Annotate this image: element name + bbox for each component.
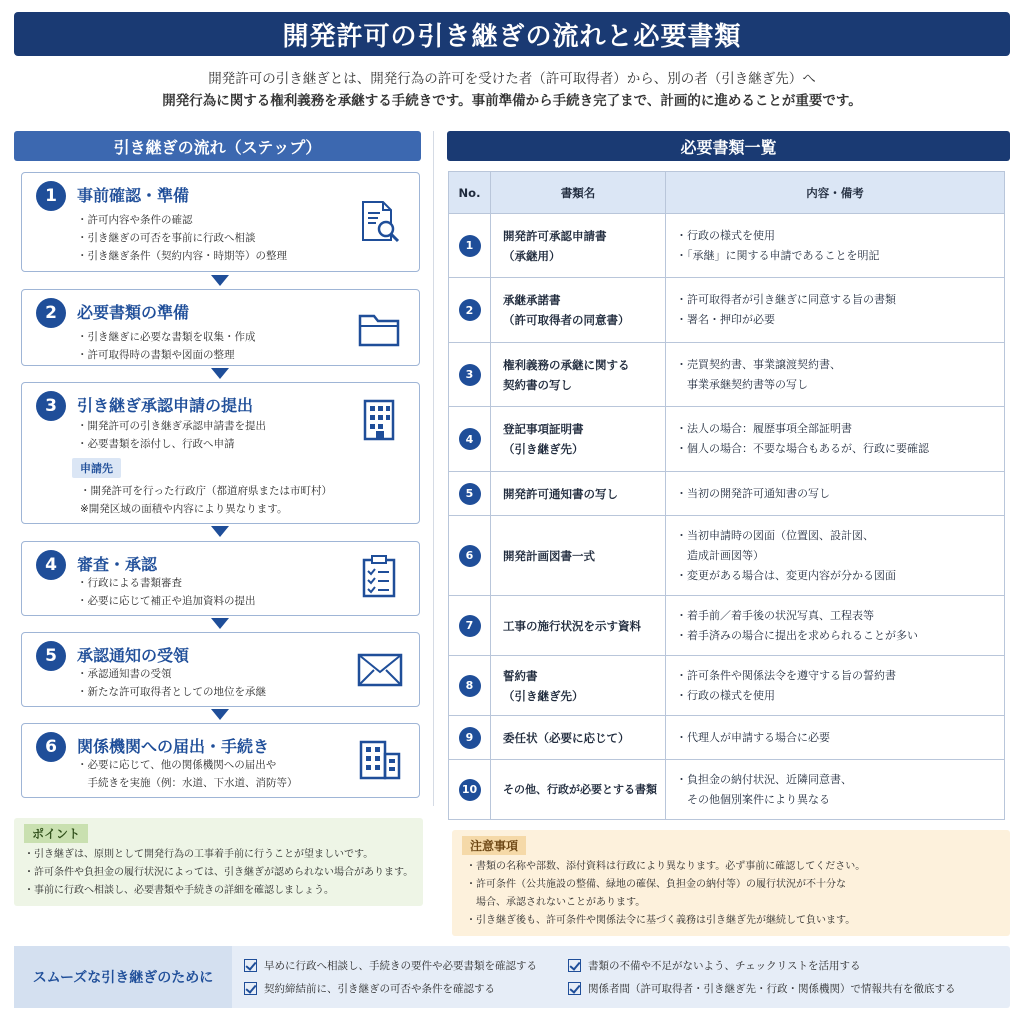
caution-line: ・許可条件（公共施設の整備、緑地の確保、負担金の納付等）の履行状況が不十分な bbox=[466, 879, 846, 890]
envelope-icon bbox=[357, 647, 403, 693]
step-2 bbox=[21, 289, 420, 366]
step-3 bbox=[21, 382, 420, 524]
step-number: 3 bbox=[36, 391, 66, 421]
step-title: 関係機関への届出・手続き bbox=[77, 737, 270, 756]
point-line: ・事前に行政へ相談し、必要書類や手続きの詳細を確認しましょう。 bbox=[24, 885, 334, 896]
document-name: 開発許可承認申請書 （承継用） bbox=[491, 214, 666, 278]
checklist-text: 関係者間（許可取得者・引き継ぎ先・行政・関係機関）で情報共有を徹底する bbox=[588, 983, 956, 995]
document-note: ・負担金の納付状況、近隣同意書、 その他個別案件により異なる bbox=[666, 760, 1005, 820]
checklist-item bbox=[568, 981, 956, 996]
row-number: 1 bbox=[459, 235, 481, 257]
document-name: その他、行政が必要とする書類 bbox=[491, 760, 666, 820]
table-row bbox=[449, 472, 1005, 516]
document-name: 開発許可通知書の写し bbox=[491, 472, 666, 516]
table-row bbox=[449, 214, 1005, 278]
step-details bbox=[77, 417, 266, 453]
document-name: 承継承諾書 （許可取得者の同意書） bbox=[491, 278, 666, 343]
document-note: ・法人の場合：履歴事項全部証明書 ・個人の場合：不要な場合もあるが、行政に要確認 bbox=[666, 407, 1005, 472]
table-row bbox=[449, 278, 1005, 343]
step-number: 5 bbox=[36, 641, 66, 671]
column-header-name: 書類名 bbox=[491, 172, 666, 214]
checkbox-icon bbox=[244, 982, 257, 995]
step-4 bbox=[21, 541, 420, 616]
caution-label: 注意事項 bbox=[462, 836, 526, 855]
step-6 bbox=[21, 723, 420, 798]
step-line: ・必要に応じて補正や追加資料の提出 bbox=[77, 595, 256, 607]
row-number: 5 bbox=[459, 483, 481, 505]
document-note: ・行政の様式を使用 ・「承継」に関する申請であることを明記 bbox=[666, 214, 1005, 278]
table-row bbox=[449, 407, 1005, 472]
table-row bbox=[449, 656, 1005, 716]
submission-line: ※開発区域の面積や内容により異なります。 bbox=[80, 503, 288, 515]
step-line: ・開発許可の引き継ぎ承認申請書を提出 bbox=[77, 420, 266, 432]
submission-line: ・開発許可を行った行政庁（都道府県または市町村） bbox=[80, 485, 332, 497]
document-note: ・許可条件や関係法令を遵守する旨の誓約書 ・行政の様式を使用 bbox=[666, 656, 1005, 716]
step-5 bbox=[21, 632, 420, 707]
row-number: 8 bbox=[459, 675, 481, 697]
step-line: ・新たな許可取得者としての地位を承継 bbox=[77, 686, 266, 698]
document-search-icon bbox=[357, 199, 403, 245]
document-note: ・売買契約書、事業譲渡契約書、 事業承継契約書等の写し bbox=[666, 343, 1005, 407]
caution-line: 場合、承認されないことがあります。 bbox=[466, 897, 646, 908]
office-building-icon bbox=[357, 736, 403, 782]
documents-table bbox=[448, 171, 1005, 820]
step-number: 2 bbox=[36, 298, 66, 328]
column-header-note: 内容・備考 bbox=[666, 172, 1005, 214]
checklist-item bbox=[568, 958, 860, 973]
document-name: 開発計画図書一式 bbox=[491, 516, 666, 596]
step-details bbox=[77, 665, 266, 701]
row-number: 4 bbox=[459, 428, 481, 450]
checklist-text: 書類の不備や不足がないよう、チェックリストを活用する bbox=[588, 960, 861, 972]
document-note: ・着手前／着手後の状況写真、工程表等 ・着手済みの場合に提出を求められることが多い bbox=[666, 596, 1005, 656]
step-line: ・必要に応じて、他の関係機関への届出や bbox=[77, 759, 277, 771]
step-line: 手続きを実施（例：水道、下水道、消防等） bbox=[77, 777, 298, 789]
step-number: 6 bbox=[36, 732, 66, 762]
flow-arrow bbox=[211, 709, 229, 720]
row-number: 7 bbox=[459, 615, 481, 637]
document-name: 委任状（必要に応じて） bbox=[491, 716, 666, 760]
step-1 bbox=[21, 172, 420, 272]
document-name: 権利義務の承継に関する 契約書の写し bbox=[491, 343, 666, 407]
caution-details bbox=[466, 858, 865, 930]
building-icon bbox=[357, 397, 403, 443]
column-divider bbox=[433, 131, 434, 806]
submission-label: 申請先 bbox=[72, 458, 121, 478]
table-row bbox=[449, 343, 1005, 407]
intro-text bbox=[14, 68, 1010, 112]
step-title: 審査・承認 bbox=[77, 555, 158, 574]
flow-arrow bbox=[211, 526, 229, 537]
table-row bbox=[449, 760, 1005, 820]
step-number: 1 bbox=[36, 181, 66, 211]
step-details bbox=[77, 756, 298, 792]
document-name: 誓約書 （引き継ぎ先） bbox=[491, 656, 666, 716]
caution-box bbox=[452, 830, 1010, 936]
checkbox-icon bbox=[244, 959, 257, 972]
caution-line: ・書類の名称や部数、添付資料は行政により異なります。必ず事前に確認してください。 bbox=[466, 861, 866, 872]
row-number: 9 bbox=[459, 727, 481, 749]
document-note: ・当初の開発許可通知書の写し bbox=[666, 472, 1005, 516]
step-line: ・行政による書類審査 bbox=[77, 577, 182, 589]
submission-details bbox=[80, 482, 332, 518]
document-name: 工事の施行状況を示す資料 bbox=[491, 596, 666, 656]
document-note: ・許可取得者が引き継ぎに同意する旨の書類 ・署名・押印が必要 bbox=[666, 278, 1005, 343]
point-line: ・許可条件や負担金の履行状況によっては、引き継ぎが認められない場合があります。 bbox=[24, 867, 414, 878]
row-number: 6 bbox=[459, 545, 481, 567]
row-number: 2 bbox=[459, 299, 481, 321]
flow-arrow bbox=[211, 275, 229, 286]
point-box bbox=[14, 818, 423, 906]
table-row bbox=[449, 716, 1005, 760]
step-line: ・承認通知書の受領 bbox=[77, 668, 172, 680]
row-number: 10 bbox=[459, 779, 481, 801]
smooth-title: スムーズな引き継ぎのために bbox=[14, 946, 232, 1008]
step-title: 必要書類の準備 bbox=[77, 303, 190, 322]
checklist-text: 早めに行政へ相談し、手続きの要件や必要書類を確認する bbox=[264, 960, 537, 972]
checkbox-icon bbox=[568, 959, 581, 972]
document-note: ・代理人が申請する場合に必要 bbox=[666, 716, 1005, 760]
point-label: ポイント bbox=[24, 824, 88, 843]
step-details bbox=[77, 574, 256, 610]
smooth-transition-bar bbox=[14, 946, 1010, 1008]
document-note: ・当初申請時の図面（位置図、設計図、 造成計画図等） ・変更がある場合は、変更内容が分かる図面 bbox=[666, 516, 1005, 596]
folder-icon bbox=[357, 306, 403, 352]
step-line: ・許可内容や条件の確認 bbox=[77, 214, 193, 226]
step-title: 承認通知の受領 bbox=[77, 646, 190, 665]
checklist-icon bbox=[357, 554, 403, 600]
step-number: 4 bbox=[36, 550, 66, 580]
point-details bbox=[24, 846, 413, 900]
document-name: 登記事項証明書 （引き継ぎ先） bbox=[491, 407, 666, 472]
intro-line: 開発許可の引き継ぎとは、開発行為の許可を受けた者（許可取得者）から、別の者（引き継ぎ先）へ bbox=[208, 71, 816, 87]
row-number: 3 bbox=[459, 364, 481, 386]
checklist-item bbox=[244, 958, 537, 973]
page-title: 開発許可の引き継ぎの流れと必要書類 bbox=[14, 12, 1010, 56]
table-header-row bbox=[449, 172, 1005, 214]
step-details bbox=[77, 211, 287, 265]
step-details bbox=[77, 328, 256, 364]
flow-arrow bbox=[211, 368, 229, 379]
checklist-item bbox=[244, 981, 495, 996]
checkbox-icon bbox=[568, 982, 581, 995]
table-row bbox=[449, 516, 1005, 596]
caution-line: ・引き継ぎ後も、許可条件や関係法令に基づく義務は引き継ぎ先が継続して負います。 bbox=[466, 915, 856, 926]
submission-destination bbox=[72, 458, 410, 520]
intro-line: 開発行為に関する権利義務を承継する手続きです。事前準備から手続き完了まで、計画的に進めることが重要です。 bbox=[162, 93, 862, 109]
step-line: ・引き継ぎの可否を事前に行政へ相談 bbox=[77, 232, 256, 244]
step-line: ・許可取得時の書類や図面の整理 bbox=[77, 349, 235, 361]
step-line: ・引き継ぎ条件（契約内容・時期等）の整理 bbox=[77, 250, 287, 262]
table-row bbox=[449, 596, 1005, 656]
checklist-text: 契約締結前に、引き継ぎの可否や条件を確認する bbox=[264, 983, 495, 995]
step-line: ・引き継ぎに必要な書類を収集・作成 bbox=[77, 331, 256, 343]
step-line: ・必要書類を添付し、行政へ申請 bbox=[77, 438, 235, 450]
flow-arrow bbox=[211, 618, 229, 629]
step-title: 事前確認・準備 bbox=[77, 186, 190, 205]
step-title: 引き継ぎ承認申請の提出 bbox=[77, 396, 254, 415]
flow-heading: 引き継ぎの流れ（ステップ） bbox=[14, 131, 421, 161]
point-line: ・引き継ぎは、原則として開発行為の工事着手前に行うことが望ましいです。 bbox=[24, 849, 374, 860]
column-header-no: No. bbox=[449, 172, 491, 214]
documents-heading: 必要書類一覧 bbox=[447, 131, 1010, 161]
